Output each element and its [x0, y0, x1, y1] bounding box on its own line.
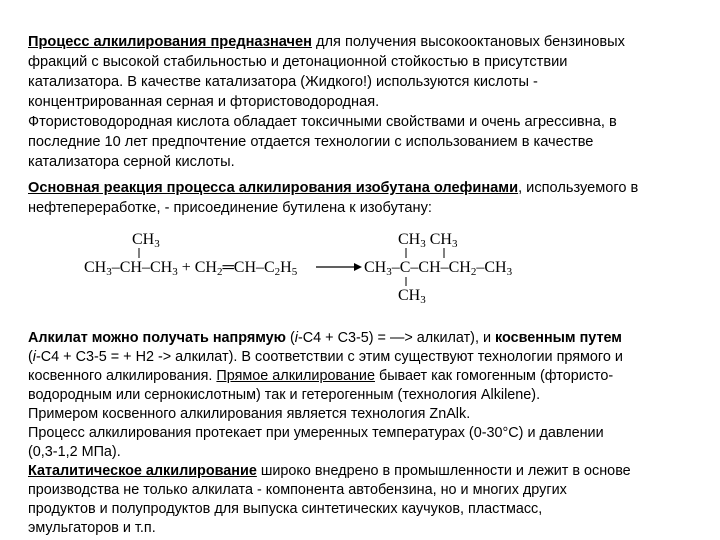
reaction-title: Основная реакция процесса алкилирования изобутана олефинами [28, 180, 519, 196]
alkylate-line-11: эмульгаторов и т.п. [28, 520, 156, 536]
alkylate-line-7: (0,3-1,2 МПа). [28, 444, 121, 460]
alkylate-line-6: Процесс алкилирования протекает при умеренных температурах (0-30°С) и давлении [28, 425, 604, 441]
catalytic-alkylation-term: Каталитическое алкилирование [28, 463, 257, 479]
alkylate-line-10: продуктов и полупродуктов для выпуска синтетических каучуков, пластмасс, [28, 501, 543, 517]
intro-line-5: Фтористоводородная кислота обладает токсичными свойствами и очень агрессивна, в [28, 114, 617, 130]
alkylate-line-5: Примером косвенного алкилирования является технология ZnAlk. [28, 406, 471, 422]
alkylate-line-1: Алкилат можно получать напрямую (i-С4 + С3-5) = —> алкилат), и косвенным путем [28, 330, 622, 346]
reaction-line-2: нефтепереработке, - присоединение бутилена к изобутану: [28, 200, 432, 216]
right-top-substituents: CH3 CH3 [398, 231, 458, 250]
intro-line-6: последние 10 лет предпочтение отдается технологии с использованием в качестве [28, 134, 594, 150]
left-main-chain: CH3–CH–CH3 + CH2═CH–C2H5 [84, 259, 298, 278]
intro-line-2: фракций с высокой стабильностью и детонационной стойкостью в присутствии [28, 54, 568, 70]
direct-alkylation-term: Прямое алкилирование [216, 368, 375, 384]
intro-line-1: Процесс алкилирования предназначен для получения высокооктановых бензиновых [28, 34, 625, 50]
right-bottom-substituent: CH3 [398, 287, 426, 304]
alkylate-paragraph [28, 329, 700, 538]
intro-paragraph [28, 32, 700, 172]
reaction-line-1: Основная реакция процесса алкилирования изобутана олефинами, используемого в [28, 180, 639, 196]
intro-title: Процесс алкилирования предназначен [28, 34, 312, 50]
alkylate-line-9: производства не только алкилата - компонента автобензина, но и многих других [28, 482, 567, 498]
right-main-chain: CH3–C–CH–CH2–CH3 [364, 259, 513, 278]
reaction-paragraph [28, 178, 700, 218]
intro-line-7: катализатора серной кислоты. [28, 154, 235, 170]
intro-line-4: концентрированная серная и фтористоводородная. [28, 94, 380, 110]
reaction-equation [80, 222, 560, 304]
left-top-substituent: CH3 [132, 231, 160, 250]
alkylate-line-4: водородным или сернокислотным) так и гетерогенным (технология Alkilene). [28, 387, 541, 403]
alkylate-line-2: (i-С4 + С3-5 = + Н2 -> алкилат). В соответствии с этим существуют технологии прямого и [28, 349, 623, 365]
alkylate-line-3: косвенного алкилирования. Прямое алкилирование бывает как гомогенным (фтористо- [28, 368, 614, 384]
intro-line-3: катализатора. В качестве катализатора (Жидкого!) используются кислоты - [28, 74, 538, 90]
alkylate-line-8: Каталитическое алкилирование широко внедрено в промышленности и лежит в основе [28, 463, 631, 479]
